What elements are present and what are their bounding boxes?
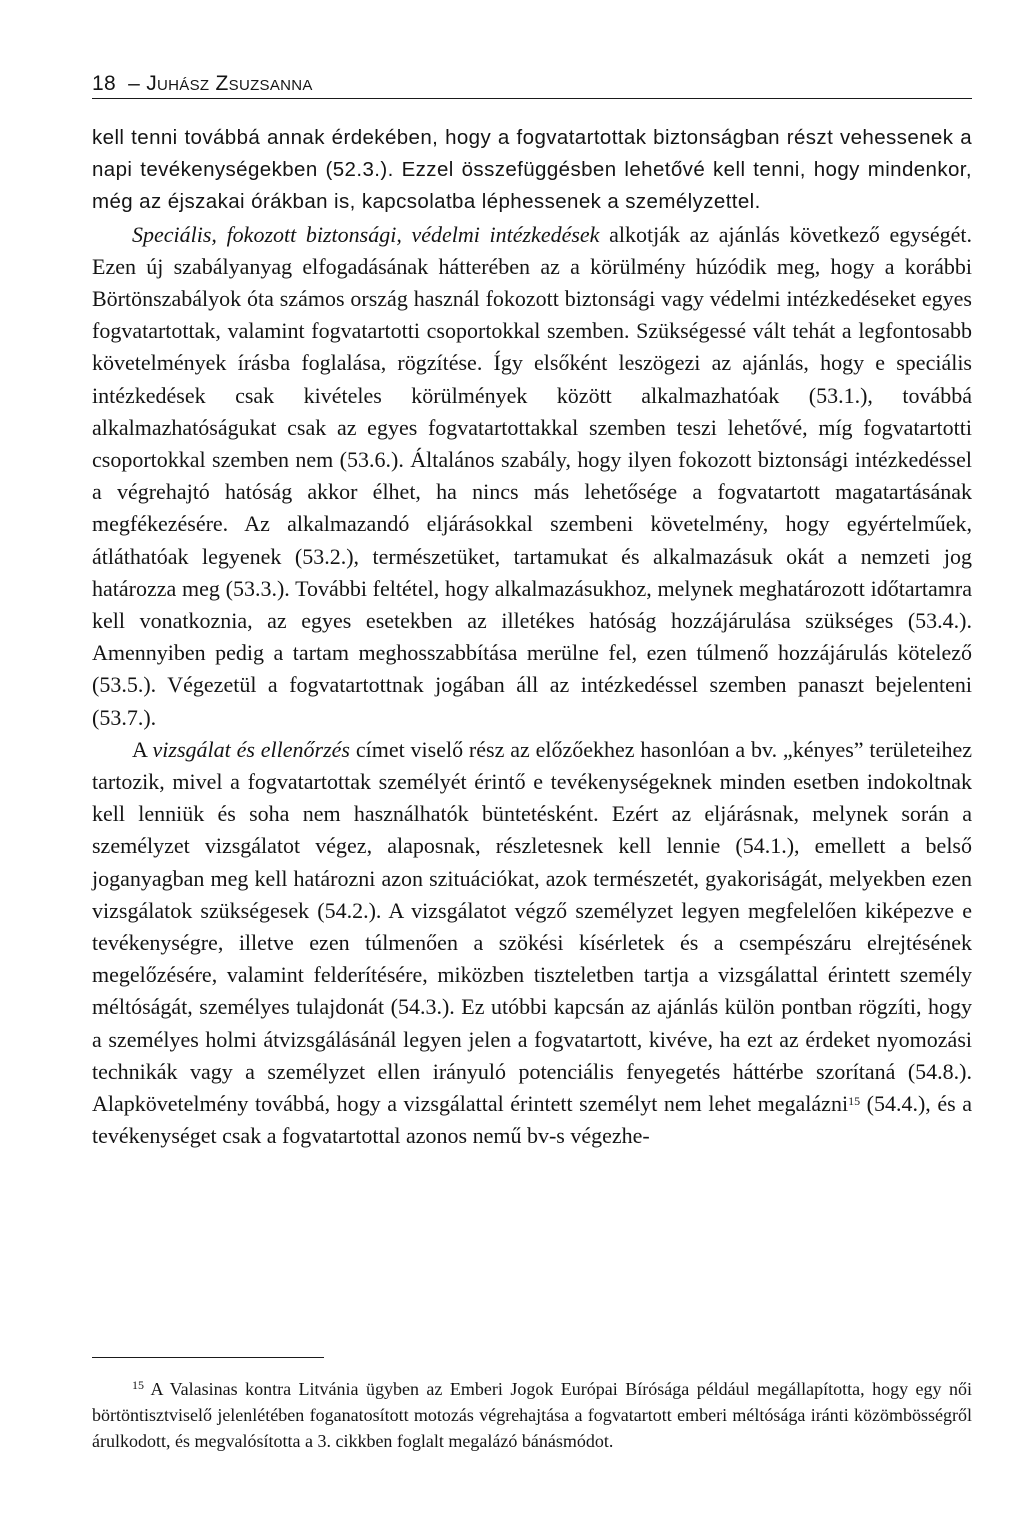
body-text <box>92 122 972 1153</box>
italic-term: vizsgálat és ellenőrzés <box>152 736 350 762</box>
running-head <box>92 72 972 99</box>
page-number: 18 <box>92 72 116 95</box>
paragraph-text: címet viselő rész az előzőekhez hasonlóan a bv. „kényes” területeihez tartozik, mivel a fogvatartottak személyét érintő e tevékenységeknek minden esetben indokoltnak kell lenniük és soha nem használhatók büntetésként. Ezért az eljárásnak, melynek során a személyzet vizsgálatot végez, alaposnak, részletesnek kell lennie (54.1.), emellett a belső joganyagban meg kell határozni azon szituációkat, azok természetét, gyakoriságát, melyekben ezen vizsgálatok szükségesek (54.2.). A vizsgálatot végző személyzet legyen megfelelően kiképezve e tevékenységre, illetve ezen túlmenően a szökési kísérletek és a csempészáru elrejtésének megelőzésére, valamint felderítésére, miközben tiszteletben tartja a vizsgálattal érintett személy méltóságát, személyes tulajdonát (54.3.). Ez utóbbi kapcsán az ajánlás külön pontban rögzíti, hogy a személyes holmi átvizsgálásánál legyen jelen a fogvatartott, kivéve, ha ezt az érdeket nyomozási technikák vagy a személyzet ellen irányuló potenciális fenyegetés háttérbe szorítaná (54.8.). Alapkövetelmény továbbá, hogy a vizsgálattal érintett személyt nem lehet megalázni <box>92 736 972 1117</box>
paragraph-lead: A <box>132 736 153 762</box>
paragraph-text: Ezen új szabályanyag elfogadásának hátterében az a körülmény húzódik meg, hogy a korábbi Börtönszabályok óta számos ország használ fokozott biztonsági vagy védelmi intézkedéseket egyes fogvatartottak, valamint fogvatartotti csoportokkal szemben. Szükségessé vált tehát a legfontosabb követelmények írásba foglalása, rögzítése. Így elsőként leszögezi az ajánlás, hogy e speciális intézkedések csak kivételes körülmények között alkalmazhatóak (53.1.), továbbá alkalmazhatóságukat csak az egyes fogvatartottakkal szemben teszi lehetővé, míg fogvatartotti csoportokkal szemben nem (53.6.). Általános szabály, hogy ilyen fokozott biztonsági intézkedéssel a végrehajtó hatóság akkor élhet, ha nincs más lehetősége a fogvatartott magatartásának megfékezésére. Az alkalmazandó eljárásokkal szembeni követelmény, hogy egyértelműek, átláthatóak legyenek (53.2.), természetüket, tartamukat és alkalmazásuk okát a nemzeti jog határozza meg (53.3.). További feltétel, hogy alkalmazásukhoz, melynek meghatározott időtartamra kell vonatkoznia, az egyes esetekben az illetékes hatóság hozzájárulása szükséges (53.4.). Amennyiben pedig a tartam meghosszabbítása merülne fel, ezen túlmenő hozzájárulás kötelező (53.5.). Végezetül a fogvatartottnak jogában áll az intézkedéssel szemben panaszt bejelenteni (53.7.). <box>92 253 972 730</box>
paragraph-text: (54.4.), és a tevékenységet csak a fogvatartottal azonos nemű bv-s végezhe- <box>92 1091 972 1149</box>
footnote-reference[interactable]: 15 <box>848 1094 861 1109</box>
paragraph-continued <box>92 122 972 219</box>
footnote-number: 15 <box>132 1378 144 1392</box>
header-separator: – <box>128 72 141 95</box>
footnote-text: A Valasinas kontra Litvánia ügyben az Emberi Jogok Európai Bírósága például megállapította, hogy egy női börtöntisztviselő jelenlétében foganatosított motozás végrehajtása a fogvatartott emberi méltósága iránti közömbösségről árulkodott, és megvalósította a 3. cikkben foglalt megalázó bánásmódot. <box>92 1379 972 1451</box>
footnote-divider <box>92 1357 324 1358</box>
paragraph-lead: alkotják az ajánlás következő egységét. <box>599 221 972 247</box>
italic-term: Speciális, fokozott biztonsági, védelmi intézkedések <box>132 221 600 247</box>
paragraph-special-measures <box>92 219 972 734</box>
footnote <box>92 1376 972 1454</box>
paragraph-text: kell tenni továbbá annak érdekében, hogy a fogvatartottak biztonságban részt vehessenek a napi tevékenységekben (52.3.). Ezzel összefüggésben lehetővé kell tenni, hogy mindenkor, még az éjszakai órákban is, kapcsolatba léphessenek a személyzettel. <box>92 126 972 214</box>
paragraph-inspection <box>92 734 972 1153</box>
author-name: Juhász Zsuzsanna <box>146 72 313 95</box>
